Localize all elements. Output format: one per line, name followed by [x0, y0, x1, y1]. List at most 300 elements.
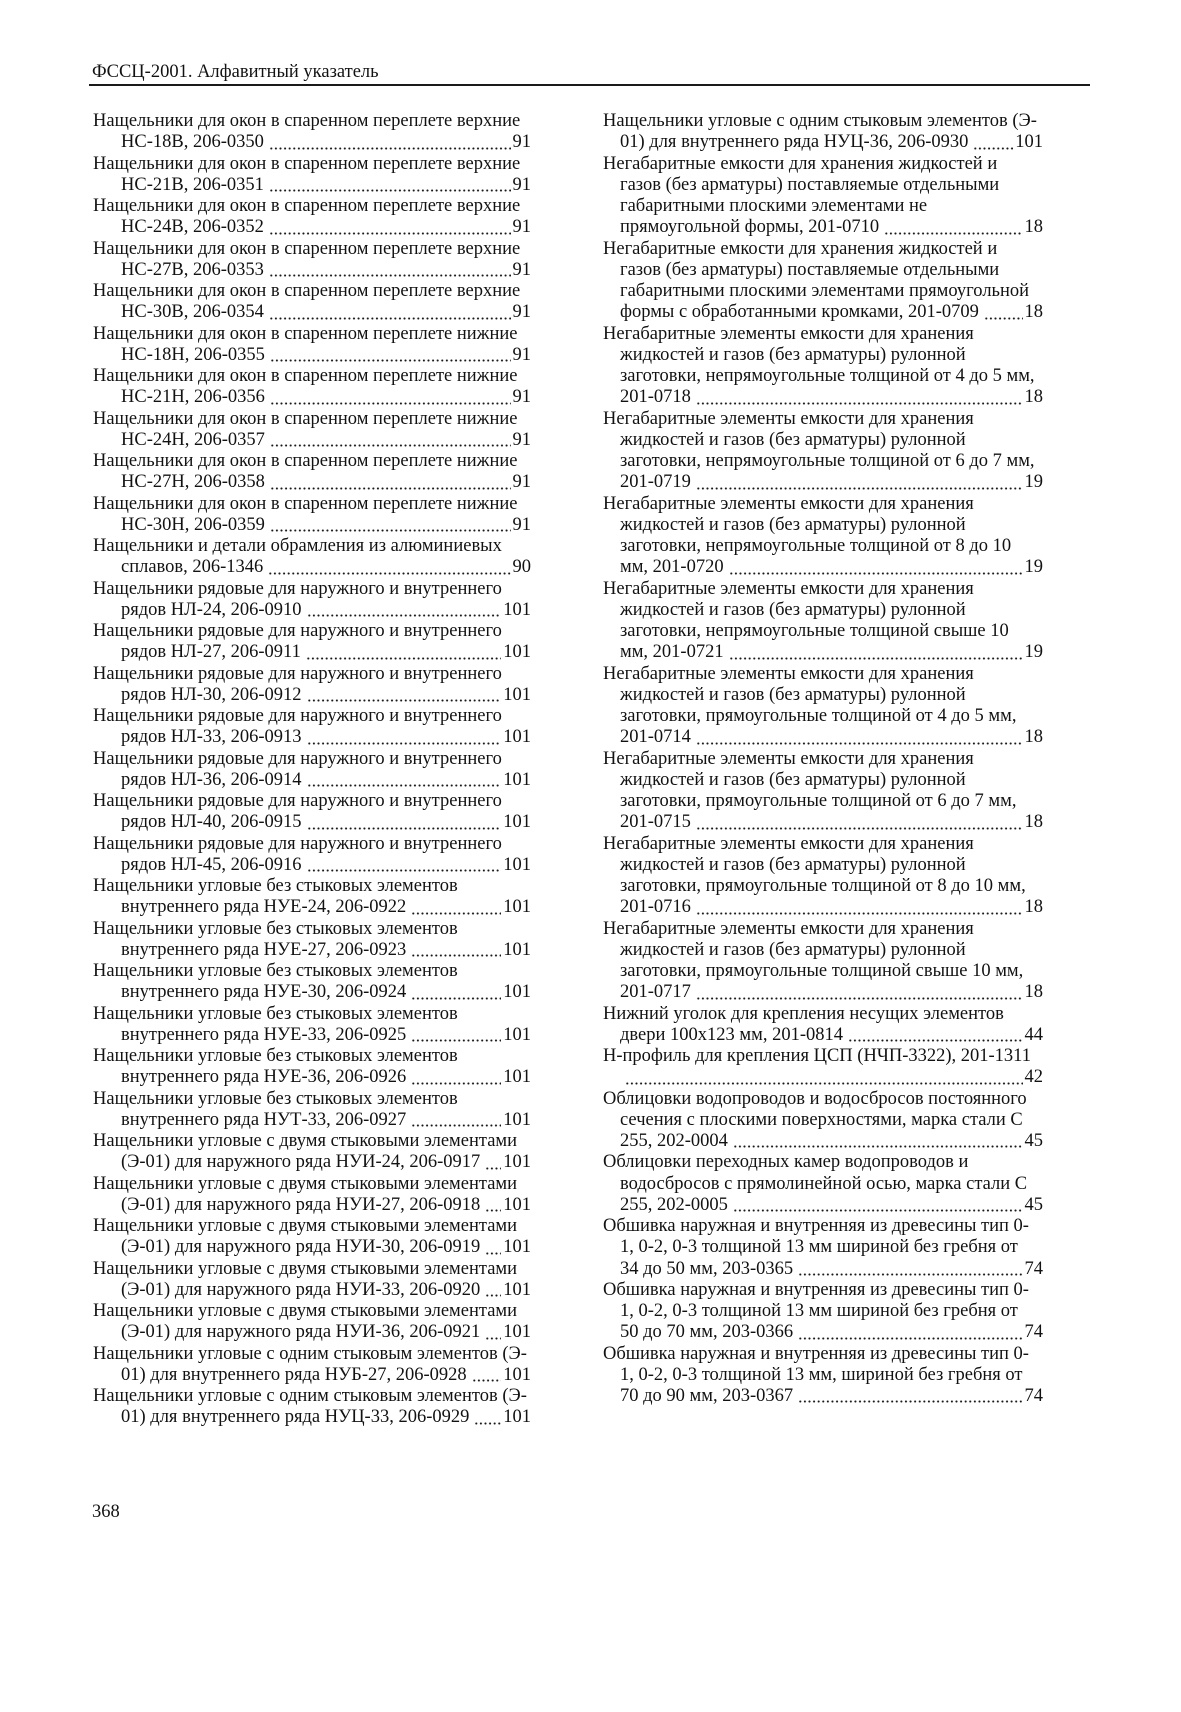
- dot-leader: [729, 557, 1023, 578]
- index-entry: [93, 961, 531, 1004]
- dot-leader: [270, 430, 511, 451]
- entry-text: 01) для внутреннего ряда НУЦ-36, 206-0930: [620, 132, 969, 153]
- entry-text: Негабаритные элементы емкости для хранения: [603, 493, 974, 514]
- dot-leader: [269, 132, 511, 153]
- entry-text: 201-0718: [620, 387, 691, 408]
- entry-text: заготовки, непрямоугольные толщиной от 8 до 10: [620, 536, 1012, 556]
- entry-text: Нащельники для окон в спаренном переплете нижние: [93, 323, 518, 344]
- entry-text: Нащельники для окон в спаренном переплете нижние: [93, 408, 518, 429]
- index-entry: [603, 324, 1043, 409]
- page-reference: 101: [1015, 132, 1043, 153]
- entry-line: [93, 727, 531, 748]
- index-entry: [603, 154, 1043, 239]
- dot-leader: [485, 1322, 501, 1343]
- index-entry: [603, 579, 1043, 664]
- entry-text: внутреннего ряда НУТ-33, 206-0927: [121, 1109, 407, 1130]
- index-entry: [93, 196, 531, 239]
- entry-text: Нащельники угловые без стыковых элементов: [93, 1003, 458, 1024]
- page-reference: 101: [503, 727, 531, 748]
- dot-leader: [884, 217, 1022, 238]
- dot-leader: [411, 940, 501, 961]
- entry-line: [603, 111, 1043, 132]
- entry-line: [603, 876, 1043, 897]
- entry-line: [93, 664, 531, 685]
- entry-line: [603, 409, 1043, 430]
- entry-line: [93, 791, 531, 812]
- index-entry: [93, 239, 531, 282]
- entry-line: [93, 621, 531, 642]
- page-reference: 45: [1024, 1194, 1043, 1215]
- dot-leader: [733, 1131, 1023, 1152]
- entry-text: Негабаритные элементы емкости для хранения: [603, 408, 974, 429]
- dot-leader: [307, 600, 502, 621]
- entry-text: Нащельники рядовые для наружного и внутреннего: [93, 663, 502, 684]
- entry-text: газов (без арматуры) поставляемые отдельными: [620, 259, 1000, 280]
- entry-line: [93, 770, 531, 791]
- dot-leader: [270, 472, 511, 493]
- index-entry: [93, 494, 531, 537]
- index-entry: [603, 409, 1043, 494]
- entry-line: [93, 1004, 531, 1025]
- entry-text: 201-0714: [620, 727, 691, 748]
- entry-text: НС-30В, 206-0354: [121, 302, 264, 323]
- entry-line: [603, 324, 1043, 345]
- entry-line: [603, 919, 1043, 940]
- entry-text: Нащельники для окон в спаренном переплете нижние: [93, 451, 518, 471]
- index-entry: [93, 409, 531, 452]
- page-reference: 42: [1024, 1067, 1043, 1088]
- index-entry: [603, 239, 1043, 324]
- entry-line: [603, 430, 1043, 451]
- entry-text: заготовки, прямоугольные толщиной свыше 10 мм,: [620, 961, 1024, 981]
- entry-line: [93, 175, 531, 196]
- page-reference: 19: [1024, 642, 1043, 663]
- entry-text: Нащельники для окон в спаренном переплете верхние: [93, 196, 521, 216]
- dot-leader: [411, 1110, 501, 1131]
- index-entry: [603, 1004, 1043, 1047]
- entry-text: НС-21Н, 206-0356: [121, 387, 265, 408]
- entry-line: [603, 706, 1043, 727]
- entry-line: [93, 324, 531, 345]
- entry-text: НС-30Н, 206-0359: [121, 514, 265, 535]
- entry-text: (Э-01) для наружного ряда НУИ-27, 206-0918: [121, 1194, 481, 1215]
- entry-line: [603, 239, 1043, 260]
- entry-text: НС-27В, 206-0353: [121, 259, 264, 280]
- dot-leader: [848, 1025, 1023, 1046]
- dot-leader: [696, 472, 1023, 493]
- index-entry: [93, 876, 531, 919]
- page-reference: 101: [503, 1279, 531, 1300]
- entry-text: Нащельники для окон в спаренном переплете верхние: [93, 281, 521, 301]
- entry-line: [603, 472, 1043, 493]
- entry-text: Нащельники угловые без стыковых элементов: [93, 961, 458, 981]
- page-reference: 44: [1024, 1024, 1043, 1045]
- entry-line: [93, 919, 531, 940]
- index-entry: [93, 706, 531, 749]
- entry-text: (Э-01) для наружного ряда НУИ-36, 206-0921: [121, 1322, 481, 1343]
- entry-line: [603, 961, 1043, 982]
- page-reference: 91: [512, 132, 531, 153]
- index-column-right: [603, 111, 1043, 1407]
- entry-text: жидкостей и газов (без арматуры) рулонной: [620, 599, 966, 620]
- entry-line: [603, 217, 1043, 238]
- entry-line: [603, 1046, 1043, 1067]
- entry-text: (Э-01) для наружного ряда НУИ-24, 206-0917: [121, 1152, 481, 1173]
- entry-text: Нащельники рядовые для наружного и внутреннего: [93, 706, 502, 726]
- dot-leader: [307, 727, 502, 748]
- entry-text: заготовки, непрямоугольные толщиной свыше 10: [620, 621, 1009, 641]
- entry-text: жидкостей и газов (без арматуры) рулонной: [620, 769, 966, 790]
- entry-text: Нащельники рядовые для наружного и внутреннего: [93, 621, 502, 641]
- dot-leader: [269, 217, 511, 238]
- dot-leader: [696, 812, 1023, 833]
- entry-line: [93, 536, 531, 557]
- index-entry: [93, 451, 531, 494]
- entry-text: Облицовки переходных камер водопроводов и: [603, 1152, 969, 1173]
- entry-line: [603, 494, 1043, 515]
- entry-line: [93, 239, 531, 260]
- page-reference: 18: [1024, 387, 1043, 408]
- entry-line: [93, 111, 531, 132]
- entry-text: мм, 201-0721: [620, 642, 724, 663]
- entry-line: [93, 557, 531, 578]
- page-reference: 18: [1024, 982, 1043, 1003]
- page-reference: 91: [512, 344, 531, 365]
- dot-leader: [411, 1025, 501, 1046]
- entry-text: 201-0716: [620, 897, 691, 918]
- entry-text: Нащельники угловые с одним стыковым элементов (Э-: [93, 1386, 527, 1406]
- entry-text: габаритными плоскими элементами прямоугольной: [620, 281, 1030, 301]
- index-entry: [93, 1216, 531, 1259]
- dot-leader: [798, 1386, 1022, 1407]
- entry-text: заготовки, непрямоугольные толщиной от 4 до 5 мм,: [620, 366, 1035, 386]
- entry-line: [603, 812, 1043, 833]
- entry-line: [603, 345, 1043, 366]
- page-number: 368: [92, 1502, 120, 1522]
- entry-line: [603, 1216, 1043, 1237]
- page-reference: 101: [503, 1152, 531, 1173]
- entry-line: [603, 897, 1043, 918]
- page-reference: 101: [503, 769, 531, 790]
- index-entry: [93, 536, 531, 579]
- index-entry: [93, 1174, 531, 1217]
- entry-line: [603, 685, 1043, 706]
- index-entry: [93, 919, 531, 962]
- entry-text: Облицовки водопроводов и водосбросов постоянного: [603, 1088, 1027, 1109]
- entry-line: [603, 302, 1043, 323]
- page-reference: 91: [512, 174, 531, 195]
- entry-text: рядов НЛ-45, 206-0916: [121, 854, 302, 875]
- dot-leader: [411, 1067, 501, 1088]
- page-reference: 101: [503, 854, 531, 875]
- entry-text: рядов НЛ-27, 206-0911: [121, 642, 301, 663]
- entry-line: [93, 260, 531, 281]
- page-reference: 91: [512, 302, 531, 323]
- index-entry: [603, 1089, 1043, 1153]
- entry-line: [603, 791, 1043, 812]
- entry-line: [603, 1174, 1043, 1195]
- page-reference: 101: [503, 1237, 531, 1258]
- index-entry: [603, 749, 1043, 834]
- entry-line: [93, 1046, 531, 1067]
- entry-text: Негабаритные элементы емкости для хранения: [603, 663, 974, 684]
- index-entry: [93, 1259, 531, 1302]
- entry-line: [93, 961, 531, 982]
- dot-leader: [973, 132, 1013, 153]
- entry-line: [603, 642, 1043, 663]
- entry-line: [603, 154, 1043, 175]
- page-reference: 101: [503, 1322, 531, 1343]
- entry-text: внутреннего ряда НУЕ-24, 206-0922: [121, 897, 407, 918]
- entry-text: двери 100х123 мм, 201-0814: [620, 1024, 843, 1045]
- entry-line: [603, 366, 1043, 387]
- entry-text: НС-27Н, 206-0358: [121, 472, 265, 493]
- entry-text: Нащельники угловые с двумя стыковыми элементами: [93, 1216, 518, 1236]
- dot-leader: [270, 387, 511, 408]
- index-entry: [603, 664, 1043, 749]
- dot-leader: [307, 855, 502, 876]
- page-reference: 18: [1024, 217, 1043, 238]
- entry-line: [93, 876, 531, 897]
- entry-line: [603, 749, 1043, 770]
- page-reference: 91: [512, 514, 531, 535]
- dot-leader: [269, 260, 511, 281]
- index-entry: [93, 111, 531, 154]
- entry-line: [93, 472, 531, 493]
- dot-leader: [696, 897, 1023, 918]
- entry-text: Обшивка наружная и внутренняя из древесины тип 0-: [603, 1343, 1029, 1364]
- entry-text: 01) для внутреннего ряда НУЦ-33, 206-0929: [121, 1407, 470, 1428]
- page-reference: 74: [1024, 1258, 1043, 1279]
- entry-line: [93, 1237, 531, 1258]
- entry-text: формы с обработанными кромками, 201-0709: [620, 302, 979, 323]
- entry-line: [603, 175, 1043, 196]
- entry-line: [93, 1259, 531, 1280]
- index-entry: [93, 1344, 531, 1387]
- entry-text: Обшивка наружная и внутренняя из древесины тип 0-: [603, 1279, 1029, 1300]
- index-entry: [93, 366, 531, 409]
- entry-text: 255, 202-0005: [620, 1194, 728, 1215]
- dot-leader: [696, 982, 1023, 1003]
- entry-text: Нащельники угловые без стыковых элементов: [93, 876, 458, 896]
- entry-line: [603, 1344, 1043, 1365]
- index-entry: [603, 834, 1043, 919]
- entry-text: рядов НЛ-33, 206-0913: [121, 727, 302, 748]
- entry-text: Негабаритные емкости для хранения жидкостей и: [603, 153, 998, 174]
- entry-line: [93, 685, 531, 706]
- entry-text: жидкостей и газов (без арматуры) рулонной: [620, 514, 966, 535]
- index-entry: [603, 1152, 1043, 1216]
- entry-line: [93, 515, 531, 536]
- entry-text: водосбросов с прямолинейной осью, марка стали С: [620, 1173, 1028, 1194]
- entry-line: [93, 154, 531, 175]
- entry-line: [93, 345, 531, 366]
- entry-text: 50 до 70 мм, 203-0366: [620, 1322, 794, 1343]
- entry-line: [603, 579, 1043, 600]
- page-reference: 101: [503, 1024, 531, 1045]
- dot-leader: [306, 642, 501, 663]
- index-entry: [93, 324, 531, 367]
- entry-text: Нащельники угловые с двумя стыковыми элементами: [93, 1301, 518, 1321]
- index-entry: [93, 1089, 531, 1132]
- index-entry: [93, 1004, 531, 1047]
- page-reference: 91: [512, 429, 531, 450]
- entry-line: [93, 642, 531, 663]
- page-reference: 101: [503, 1067, 531, 1088]
- entry-text: Негабаритные элементы емкости для хранения: [603, 833, 974, 854]
- entry-text: Негабаритные емкости для хранения жидкостей и: [603, 238, 998, 259]
- entry-text: Нащельники угловые с двумя стыковыми элементами: [93, 1131, 518, 1151]
- entry-line: [93, 409, 531, 430]
- dot-leader: [268, 557, 510, 578]
- entry-line: [93, 1301, 531, 1322]
- entry-line: [603, 664, 1043, 685]
- entry-line: [93, 1280, 531, 1301]
- entry-line: [93, 600, 531, 621]
- entry-line: [603, 387, 1043, 408]
- dot-leader: [984, 302, 1023, 323]
- dot-leader: [472, 1365, 502, 1386]
- index-entry: [93, 1386, 531, 1429]
- entry-line: [603, 1025, 1043, 1046]
- index-entry: [93, 579, 531, 622]
- entry-line: [603, 260, 1043, 281]
- entry-line: [93, 1110, 531, 1131]
- entry-text: жидкостей и газов (без арматуры) рулонной: [620, 684, 966, 705]
- index-entry: [603, 1046, 1043, 1089]
- page-reference: 90: [512, 557, 531, 578]
- dot-leader: [485, 1280, 501, 1301]
- index-column-left: [93, 111, 531, 1429]
- dot-leader: [485, 1152, 501, 1173]
- entry-text: 01) для внутреннего ряда НУБ-27, 206-0928: [121, 1364, 467, 1385]
- index-entry: [93, 1301, 531, 1344]
- entry-text: Нащельники угловые без стыковых элементов: [93, 1088, 458, 1109]
- entry-text: прямоугольной формы, 201-0710: [620, 217, 880, 238]
- index-entry: [93, 1046, 531, 1089]
- index-entry: [93, 791, 531, 834]
- page-reference: 91: [512, 387, 531, 408]
- dot-leader: [485, 1237, 501, 1258]
- entry-line: [93, 1131, 531, 1152]
- entry-text: заготовки, прямоугольные толщиной от 6 до 7 мм,: [620, 791, 1017, 811]
- entry-line: [603, 515, 1043, 536]
- index-entry: [603, 919, 1043, 1004]
- index-entry: [603, 111, 1043, 154]
- page-reference: 101: [503, 897, 531, 918]
- entry-line: [603, 1259, 1043, 1280]
- entry-line: [93, 217, 531, 238]
- entry-text: Нащельники для окон в спаренном переплете верхние: [93, 111, 521, 131]
- index-entry: [93, 621, 531, 664]
- entry-line: [603, 1089, 1043, 1110]
- entry-line: [93, 1174, 531, 1195]
- entry-line: [93, 1067, 531, 1088]
- page-reference: 101: [503, 599, 531, 620]
- entry-line: [603, 132, 1043, 153]
- entry-line: [93, 132, 531, 153]
- entry-line: [93, 855, 531, 876]
- entry-text: сплавов, 206-1346: [121, 557, 264, 578]
- entry-line: [93, 451, 531, 472]
- entry-line: [93, 940, 531, 961]
- entry-line: [603, 834, 1043, 855]
- header-rule: [89, 84, 1090, 86]
- entry-text: НС-18Н, 206-0355: [121, 344, 265, 365]
- entry-text: Негабаритные элементы емкости для хранения: [603, 578, 974, 599]
- entry-text: 255, 202-0004: [620, 1131, 728, 1151]
- entry-line: [603, 1110, 1043, 1131]
- page-reference: 101: [503, 1109, 531, 1130]
- page-reference: 91: [512, 472, 531, 493]
- entry-line: [93, 494, 531, 515]
- entry-text: Нащельники угловые с одним стыковым элементов (Э-: [93, 1343, 527, 1364]
- entry-text: Нащельники и детали обрамления из алюминиевых: [93, 536, 502, 556]
- entry-line: [93, 982, 531, 1003]
- entry-text: жидкостей и газов (без арматуры) рулонной: [620, 854, 966, 875]
- entry-text: Нащельники угловые без стыковых элементов: [93, 918, 458, 939]
- entry-line: [93, 1344, 531, 1365]
- entry-text: жидкостей и газов (без арматуры) рулонной: [620, 939, 966, 960]
- entry-text: НС-18В, 206-0350: [121, 132, 264, 153]
- entry-text: сечения с плоскими поверхностями, марка стали С: [620, 1109, 1023, 1130]
- entry-text: габаритными плоскими элементами не: [620, 196, 928, 216]
- entry-line: [603, 982, 1043, 1003]
- entry-text: Нащельники угловые без стыковых элементов: [93, 1046, 458, 1066]
- entry-text: НС-24В, 206-0352: [121, 217, 264, 238]
- index-entry: [93, 154, 531, 197]
- entry-text: заготовки, непрямоугольные толщиной от 6 до 7 мм,: [620, 451, 1035, 471]
- entry-line: [93, 1152, 531, 1173]
- entry-line: [603, 1322, 1043, 1343]
- entry-text: 34 до 50 мм, 203-0365: [620, 1258, 794, 1279]
- index-entry: [93, 281, 531, 324]
- dot-leader: [307, 812, 502, 833]
- page-reference: 101: [503, 812, 531, 833]
- entry-text: Негабаритные элементы емкости для хранения: [603, 323, 974, 344]
- entry-line: [93, 281, 531, 302]
- page-reference: 74: [1024, 1386, 1043, 1406]
- entry-line: [603, 1386, 1043, 1407]
- dot-leader: [696, 727, 1023, 748]
- index-entry: [93, 1131, 531, 1174]
- entry-line: [93, 430, 531, 451]
- entry-text: Нащельники для окон в спаренном переплете верхние: [93, 238, 521, 259]
- index-entry: [603, 494, 1043, 579]
- entry-line: [93, 1365, 531, 1386]
- page-reference: 101: [503, 939, 531, 960]
- dot-leader: [269, 302, 511, 323]
- entry-text: Нащельники рядовые для наружного и внутреннего: [93, 791, 502, 811]
- index-entry: [93, 749, 531, 792]
- entry-line: [93, 1322, 531, 1343]
- page-reference: 19: [1024, 557, 1043, 578]
- page-reference: 101: [503, 1407, 531, 1428]
- entry-text: 70 до 90 мм, 203-0367: [620, 1386, 794, 1406]
- entry-line: [603, 855, 1043, 876]
- entry-text: Нащельники для окон в спаренном переплете верхние: [93, 153, 521, 174]
- page-reference: 101: [503, 642, 531, 663]
- page-reference: 19: [1024, 472, 1043, 493]
- entry-line: [603, 770, 1043, 791]
- entry-line: [603, 1195, 1043, 1216]
- entry-line: [603, 600, 1043, 621]
- entry-line: [93, 1025, 531, 1046]
- page-reference: 101: [503, 982, 531, 1003]
- entry-line: [603, 451, 1043, 472]
- entry-line: [93, 387, 531, 408]
- entry-text: Обшивка наружная и внутренняя из древесины тип 0-: [603, 1216, 1029, 1236]
